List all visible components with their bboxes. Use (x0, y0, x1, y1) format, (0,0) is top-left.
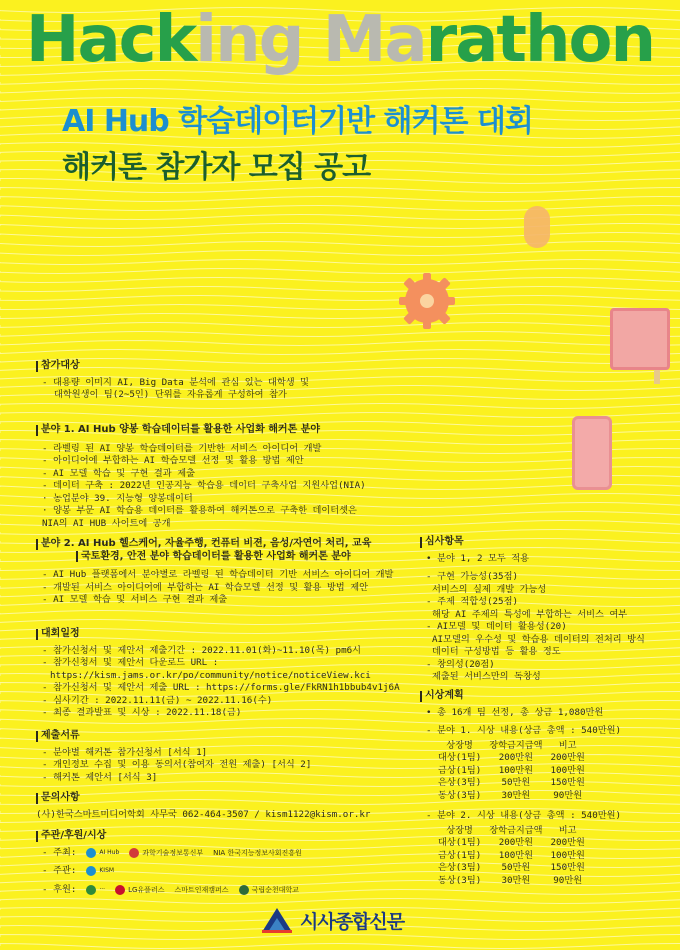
sponsor-org: LG유플러스 (128, 885, 165, 894)
table-cell: 대상(1팀) (438, 837, 482, 848)
table-header: 장학금지급액 (489, 824, 543, 836)
table-cell: 100만원 (498, 764, 534, 776)
nia-text-logo (213, 847, 302, 860)
field2-line: - 개발된 서비스 아이디어에 부합하는 AI 학습모델 선정 및 활용 방법 제안 (42, 581, 368, 593)
field1-line: - AI 모델 학습 및 구현 결과 제출 (42, 467, 195, 479)
kism-logo: KISM (86, 865, 114, 878)
sunchon-univ-logo (239, 884, 299, 897)
field1-line: · 양봉 부문 AI 학습용 데이터를 활용하여 해커톤으로 구축한 데이터셋은 (42, 505, 357, 516)
table-cell: 200만원 (498, 752, 534, 763)
judging-line: 서비스의 실제 개발 가능성 (432, 583, 547, 595)
judging-line: - AI모델 및 데이터 활용성(20) (426, 621, 567, 632)
wave-line (0, 287, 680, 292)
field1-line: NIA의 AI HUB 사이트에 공개 (42, 517, 171, 529)
wave-line (0, 89, 680, 94)
field2-line: - AI Hub 플랫폼에서 분야별로 라벨링 된 학습데이터 기반 서비스 아이디어 개발 (42, 569, 394, 580)
monitor-illustration (610, 308, 670, 370)
table-row (438, 875, 593, 888)
schedule-line: - 참가신청서 및 제안서 제출기간 : 2022.11.01(화)~11.10(목) pm6시 (42, 644, 362, 656)
table-cell: 은상(3팀) (438, 777, 482, 788)
judging-line: • 분야 1, 2 모두 적용 (426, 552, 530, 564)
eligibility-heading: 참가대상 (36, 360, 309, 373)
phone-illustration (572, 416, 612, 490)
schedule-heading: 대회일정 (36, 628, 400, 641)
wave-line (0, 188, 680, 193)
table-cell: 200만원 (498, 837, 534, 848)
schedule-url-submit[interactable]: - 참가신청서 및 제안서 제출 URL : https://forms.gle/FkRN1h1bbub4v1j6A (42, 682, 400, 693)
table-cell: 200만원 (550, 752, 585, 763)
organizer-label: - 주관: (42, 865, 77, 876)
table-row (438, 777, 593, 790)
contact-line[interactable]: (사)한국스마트미디어학회 사무국 062-464-3507 / kism1122@kism.or.kr (36, 808, 371, 820)
table-cell: 100만원 (498, 849, 534, 861)
judging-line: - 주제 적합성(25점) (426, 596, 518, 607)
field1-line: - 라벨링 된 AI 양봉 학습데이터를 기반한 서비스 아이디어 개발 (42, 442, 322, 454)
nia-logo: AI Hub (86, 847, 119, 860)
awards-table-field1 (438, 740, 593, 803)
wave-line (0, 296, 680, 301)
field1-section (36, 424, 366, 530)
field2-heading-cont: 국토환경, 안전 분야 학습데이터를 활용한 사업화 해커톤 분야 (36, 551, 393, 564)
schedule-line: - 참가신청서 및 제안서 다운로드 URL : (42, 657, 219, 668)
subtitle-hub: AI Hub 학습데이터기반 해커톤 대회 (62, 104, 533, 139)
eligibility-line: 대학원생이 팀(2~5인) 단위를 자유롭게 구성하여 참가 (54, 389, 287, 400)
judging-line: - 구현 가능성(35점) (426, 571, 518, 582)
judging-line: 데이터 구성방법 등 활용 정도 (432, 646, 561, 657)
table-row (438, 850, 593, 863)
awards-summary: • 총 16개 팀 선정, 총 상금 1,080만원 (426, 706, 604, 718)
sponsor-org: 국립순천대학교 (251, 885, 299, 894)
table-cell: 90만원 (553, 789, 583, 801)
wave-line (0, 899, 680, 904)
schedule-line: - 최종 결과발표 및 시상 : 2022.11.18(금) (42, 707, 242, 718)
table-cell: 금상(1팀) (438, 764, 482, 776)
wave-line (0, 251, 680, 256)
wave-line (0, 323, 680, 328)
wave-line (0, 242, 680, 247)
wave-line (0, 197, 680, 202)
wave-line (0, 944, 680, 949)
awards-field2-title: - 분야 2. 시상 내용(상금 총액 : 540만원) (426, 810, 622, 821)
documents-line: - 개인정보 수집 및 이용 동의서(참여자 전원 제출) [서식 2] (42, 759, 312, 770)
table-cell: 200만원 (550, 837, 585, 848)
wave-line (0, 404, 680, 409)
wave-line (0, 80, 680, 85)
documents-heading: 제출서류 (36, 730, 311, 743)
wave-line (0, 341, 680, 346)
judging-line: - 창의성(20점) (426, 658, 495, 670)
table-row (438, 837, 593, 850)
awards-field1-title: - 분야 1. 시상 내용(상금 총액 : 540만원) (426, 725, 622, 736)
wave-line (0, 206, 680, 211)
wave-line (0, 350, 680, 355)
field2-heading: 분야 2. AI Hub 헬스케어, 자율주행, 컨퓨터 비젼, 음성/자연어 처리, 교육 (36, 538, 393, 551)
table-header-row (438, 825, 593, 838)
monitor-stand (654, 370, 660, 384)
subtitle-recruit: 해커톤 참가자 모집 공고 (62, 150, 371, 185)
documents-line: - 분야별 해커톤 참가신청서 [서식 1] (42, 746, 208, 758)
host-label: - 주최: (42, 846, 77, 858)
host-org: 과학기술정보통신부 (142, 848, 204, 857)
host-org: NIA 한국지능정보사회진흥원 (213, 848, 302, 857)
wave-line (0, 314, 680, 319)
wave-line (0, 269, 680, 274)
field1-line: - 아이디어에 부합하는 AI 학습모델 선정 및 활용 방법 제안 (42, 455, 304, 466)
wave-line (0, 332, 680, 337)
contact-heading: 문의사항 (36, 792, 370, 805)
eligibility-section (36, 360, 309, 402)
table-header: 장학금지급액 (489, 739, 543, 751)
contact-section (36, 792, 370, 821)
table-row (438, 765, 593, 778)
mouse-illustration (524, 206, 550, 248)
table-header: 상장명 (446, 824, 473, 836)
table-cell: 은상(3팀) (438, 862, 482, 873)
documents-section (36, 730, 311, 784)
schedule-line: - 심사기간 : 2022.11.11(금) ~ 2022.11.16(수) (42, 694, 273, 706)
table-cell: 동상(3팀) (438, 874, 482, 886)
table-cell: 100만원 (550, 764, 585, 776)
publisher-logo-icon (260, 906, 294, 934)
hackathon-title (0, 4, 680, 76)
field1-line: · 농업분야 39. 지능형 양봉데이터 (42, 492, 193, 504)
field2-line: - AI 모델 학습 및 서비스 구현 결과 제출 (42, 594, 228, 605)
awards-table-field2 (438, 825, 593, 888)
wave-line (0, 215, 680, 220)
wave-line (0, 260, 680, 265)
field1-line: - 데이터 구축 : 2022년 인공지능 학습용 데이터 구축사업 지원사업(NIA) (42, 480, 366, 491)
judging-heading: 심사항목 (420, 536, 645, 549)
smart-campus-logo (174, 884, 228, 897)
table-cell: 동상(3팀) (438, 789, 482, 801)
sponsors-section (36, 830, 302, 896)
awards-section (420, 690, 621, 887)
table-cell: 50만원 (501, 777, 531, 788)
wave-line (0, 233, 680, 238)
publisher-footer (260, 906, 404, 934)
lg-uplus-logo (115, 884, 164, 897)
publisher-name: 시사종합신문 (300, 910, 405, 933)
msit-logo (129, 847, 203, 860)
wave-line (0, 278, 680, 283)
wave-line (0, 305, 680, 310)
table-cell: 150만원 (550, 777, 585, 788)
title-part-3: rathon (425, 3, 655, 77)
awards-heading: 시상계획 (420, 690, 621, 703)
gear-icon (396, 270, 458, 332)
table-cell: 30만원 (501, 874, 531, 886)
schedule-section (36, 628, 400, 720)
table-cell: 50만원 (501, 862, 531, 873)
table-row (438, 752, 593, 765)
judging-line: AI모델의 우수성 및 학습용 데이터의 전처리 방식 (432, 633, 645, 645)
table-row (438, 790, 593, 803)
schedule-url-download[interactable]: https://kism.jams.or.kr/po/community/notice/noticeView.kci (50, 669, 371, 681)
judging-line: 제출된 서비스만의 독창성 (432, 671, 541, 682)
wave-line (0, 935, 680, 940)
documents-line: - 해커톤 제안서 [서식 3] (42, 771, 158, 783)
wave-line (0, 224, 680, 229)
field2-section (36, 538, 393, 607)
field1-heading: 분야 1. AI Hub 양봉 학습데이터를 활용한 사업화 해커톤 분야 (36, 424, 366, 437)
sponsor-label: - 후원: (42, 883, 77, 895)
table-cell: 30만원 (501, 789, 531, 801)
table-row (438, 862, 593, 875)
table-cell: 금상(1팀) (438, 849, 482, 861)
wave-line (0, 530, 680, 535)
eligibility-line: - 대용량 이미지 AI, Big Data 분석에 관심 있는 대학생 및 (42, 376, 310, 388)
table-header: 비고 (558, 824, 577, 836)
table-cell: 100만원 (550, 849, 585, 861)
judging-section (420, 536, 645, 684)
table-header: 상장명 (446, 739, 473, 751)
table-header: 비고 (558, 739, 577, 751)
table-cell: 90만원 (553, 874, 583, 886)
table-cell: 150만원 (550, 862, 585, 873)
table-header-row (438, 740, 593, 753)
table-cell: 대상(1팀) (438, 752, 482, 763)
sponsor-org: 스마트인재캠퍼스 (174, 885, 229, 894)
title-part-1: Hack (25, 3, 196, 77)
sponsors-heading: 주관/후원/시상 (36, 830, 302, 843)
judging-line: 해당 AI 주제의 특성에 부합하는 서비스 여부 (432, 608, 628, 620)
title-part-2: ing Ma (195, 3, 426, 77)
sponsor-logo-1: ··· (86, 884, 105, 897)
